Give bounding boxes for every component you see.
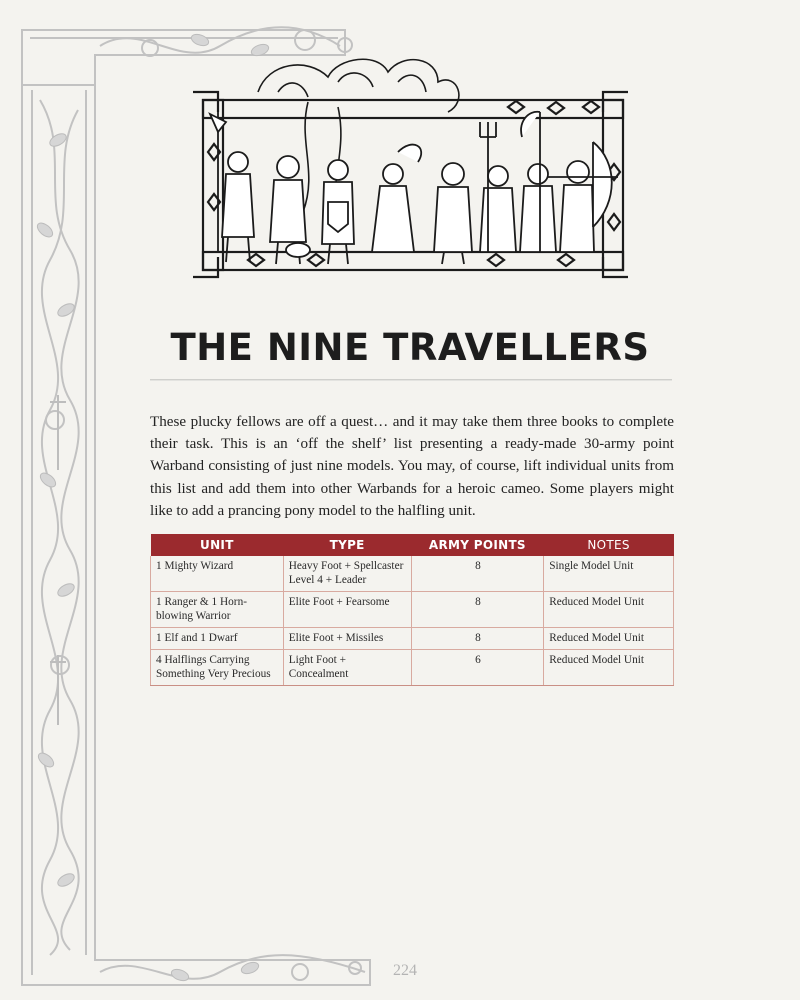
cell-points: 6 bbox=[411, 650, 544, 686]
cell-unit: 1 Elf and 1 Dwarf bbox=[151, 628, 284, 650]
travellers-illustration bbox=[188, 52, 633, 300]
cell-type: Elite Foot + Fearsome bbox=[283, 592, 411, 628]
cell-points: 8 bbox=[411, 628, 544, 650]
page-title: THE NINE TRAVELLERS bbox=[170, 326, 650, 369]
table-row bbox=[151, 556, 674, 592]
cell-type: Heavy Foot + Spellcaster Level 4 + Leader bbox=[283, 556, 411, 592]
cell-notes: Reduced Model Unit bbox=[544, 628, 674, 650]
table-header-row bbox=[151, 534, 674, 556]
cell-points: 8 bbox=[411, 592, 544, 628]
header-type: TYPE bbox=[283, 534, 411, 556]
title-divider bbox=[150, 379, 672, 381]
units-table bbox=[150, 534, 674, 686]
cell-unit: 1 Mighty Wizard bbox=[151, 556, 284, 592]
cell-notes: Reduced Model Unit bbox=[544, 592, 674, 628]
cell-notes: Reduced Model Unit bbox=[544, 650, 674, 686]
page-number: 224 bbox=[393, 962, 417, 979]
cell-unit: 4 Halflings Carrying Something Very Precious bbox=[151, 650, 284, 686]
header-army-points: ARMY POINTS bbox=[411, 534, 544, 556]
cell-points: 8 bbox=[411, 556, 544, 592]
cell-unit: 1 Ranger & 1 Horn-blowing Warrior bbox=[151, 592, 284, 628]
header-notes: NOTES bbox=[544, 534, 674, 556]
header-unit: UNIT bbox=[151, 534, 284, 556]
cell-notes: Single Model Unit bbox=[544, 556, 674, 592]
intro-paragraph: These plucky fellows are off a quest… and it may take them three books to complete their task. This is an ‘off the shelf’ list presenting a ready-made 30-army point Warband consisting of just nine models. You may, of course, lift individual units from this list and add them into other Warbands for a heroic cameo. Some players might like to add a prancing pony model to the halfling unit. bbox=[150, 414, 674, 519]
cell-type: Elite Foot + Missiles bbox=[283, 628, 411, 650]
cell-type: Light Foot + Concealment bbox=[283, 650, 411, 686]
table-row bbox=[151, 592, 674, 628]
table-row bbox=[151, 650, 674, 686]
table-row bbox=[151, 628, 674, 650]
